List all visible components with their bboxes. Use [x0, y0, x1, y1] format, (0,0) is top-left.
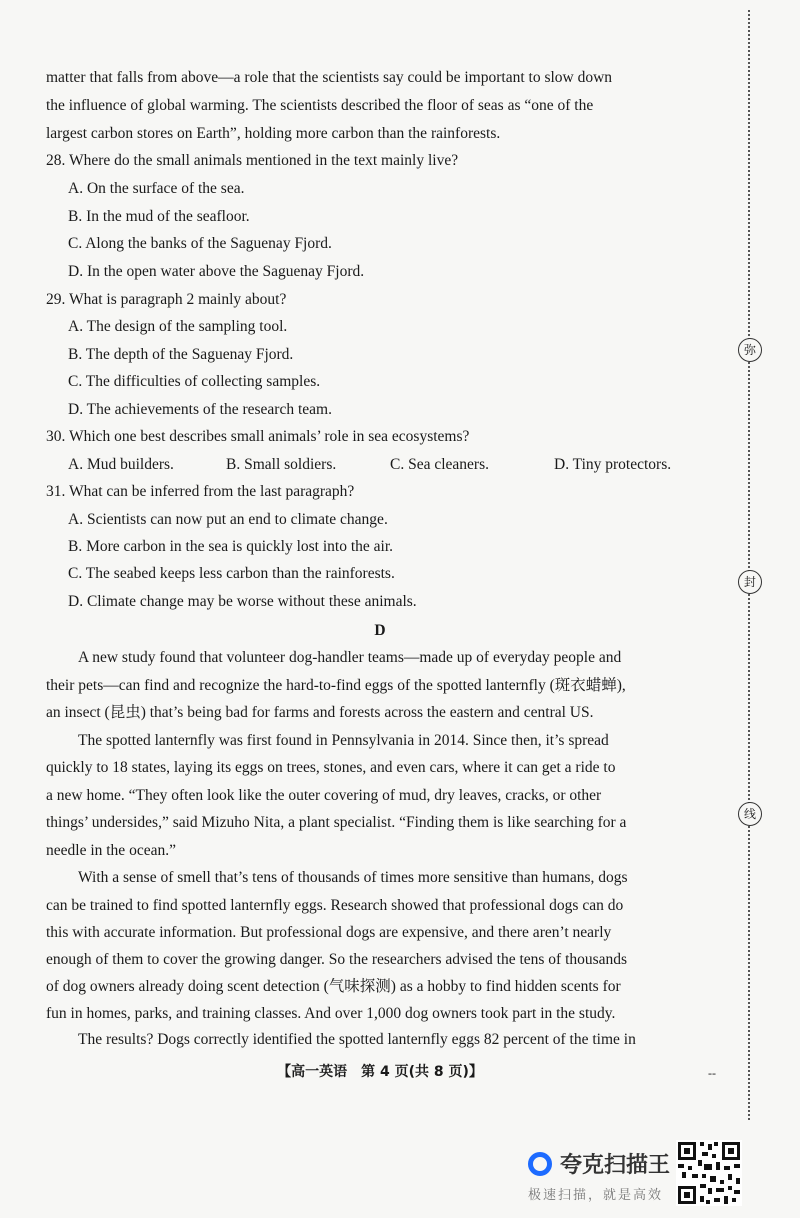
question-30-stem: 30. Which one best describes small animals’ role in sea ecosystems?: [46, 428, 470, 445]
question-31-option-d[interactable]: D. Climate change may be worse without these animals.: [68, 593, 417, 610]
margin-seal-feng: 封: [738, 570, 762, 594]
question-29-option-c[interactable]: C. The difficulties of collecting samples.: [68, 373, 321, 390]
passage-line: A new study found that volunteer dog-handler teams—made up of everyday people and: [78, 649, 622, 666]
question-29-option-d[interactable]: D. The achievements of the research team.: [68, 401, 332, 418]
paragraph-line: the influence of global warming. The scientists described the floor of seas as “one of the: [46, 97, 594, 114]
passage-line: The spotted lanternfly was first found in Pennsylvania in 2014. Since then, it’s spread: [78, 732, 609, 749]
passage-line: With a sense of smell that’s tens of thousands of times more sensitive than humans, dogs: [78, 869, 628, 886]
paragraph-line: matter that falls from above—a role that the scientists say could be important to slow down: [46, 69, 613, 86]
paragraph-line: largest carbon stores on Earth”, holding more carbon than the rainforests.: [46, 125, 501, 142]
qr-code-icon: [676, 1140, 742, 1206]
question-30-option-a[interactable]: A. Mud builders.: [68, 456, 174, 473]
page-footer: 【高一英语 第 4 页(共 8 页)】: [277, 1064, 483, 1080]
margin-seal-xian: 线: [738, 802, 762, 826]
question-31-stem: 31. What can be inferred from the last paragraph?: [46, 483, 355, 500]
footer-dash: --: [708, 1066, 716, 1080]
passage-line: things’ undersides,” said Mizuho Nita, a plant specialist. “Finding them is like searching for a: [46, 814, 627, 831]
question-30-option-d[interactable]: D. Tiny protectors.: [554, 456, 672, 473]
passage-line: fun in homes, parks, and training classes. And over 1,000 dog owners took part in the study.: [46, 1005, 616, 1022]
passage-line: a new home. “They often look like the outer covering of mud, dry leaves, cracks, or other: [46, 787, 602, 804]
passage-line: their pets—can find and recognize the hard-to-find eggs of the spotted lanternfly (斑衣蜡蝉),: [46, 677, 626, 694]
question-28-option-a[interactable]: A. On the surface of the sea.: [68, 180, 245, 197]
question-28-option-d[interactable]: D. In the open water above the Saguenay Fjord.: [68, 263, 365, 280]
question-30-option-c[interactable]: C. Sea cleaners.: [390, 456, 489, 473]
passage-line: needle in the ocean.”: [46, 842, 176, 859]
binding-margin-rule: [748, 10, 750, 1120]
question-28-stem: 28. Where do the small animals mentioned in the text mainly live?: [46, 152, 459, 169]
margin-seal-mi: 弥: [738, 338, 762, 362]
question-28-option-b[interactable]: B. In the mud of the seafloor.: [68, 208, 250, 225]
watermark-subtitle: 极速扫描，就是高效: [528, 1188, 664, 1203]
question-31-option-b[interactable]: B. More carbon in the sea is quickly lost into the air.: [68, 538, 394, 555]
passage-line: enough of them to cover the growing danger. So the researchers advised the tens of thousands: [46, 951, 628, 968]
question-28-option-c[interactable]: C. Along the banks of the Saguenay Fjord.: [68, 235, 332, 252]
question-31-option-c[interactable]: C. The seabed keeps less carbon than the rainforests.: [68, 565, 395, 582]
question-31-option-a[interactable]: A. Scientists can now put an end to climate change.: [68, 511, 388, 528]
passage-line: an insect (昆虫) that’s being bad for farms and forests across the eastern and central US.: [46, 704, 594, 721]
passage-line: quickly to 18 states, laying its eggs on trees, stones, and even cars, where it can get a ride to: [46, 759, 616, 776]
question-29-option-b[interactable]: B. The depth of the Saguenay Fjord.: [68, 346, 294, 363]
watermark-title: 夸克扫描王: [560, 1153, 671, 1178]
scanner-logo-icon: [528, 1152, 552, 1176]
question-29-option-a[interactable]: A. The design of the sampling tool.: [68, 318, 288, 335]
passage-line: can be trained to find spotted lanternfly eggs. Research showed that professional dogs can do: [46, 897, 624, 914]
question-30-option-b[interactable]: B. Small soldiers.: [226, 456, 337, 473]
passage-line: The results? Dogs correctly identified the spotted lanternfly eggs 82 percent of the time in: [78, 1031, 636, 1048]
question-29-stem: 29. What is paragraph 2 mainly about?: [46, 291, 287, 308]
passage-line: of dog owners already doing scent detection (气味探测) as a hobby to find hidden scents for: [46, 978, 621, 995]
section-heading: D: [374, 622, 386, 639]
passage-line: this with accurate information. But professional dogs are expensive, and there aren’t nearly: [46, 924, 612, 941]
